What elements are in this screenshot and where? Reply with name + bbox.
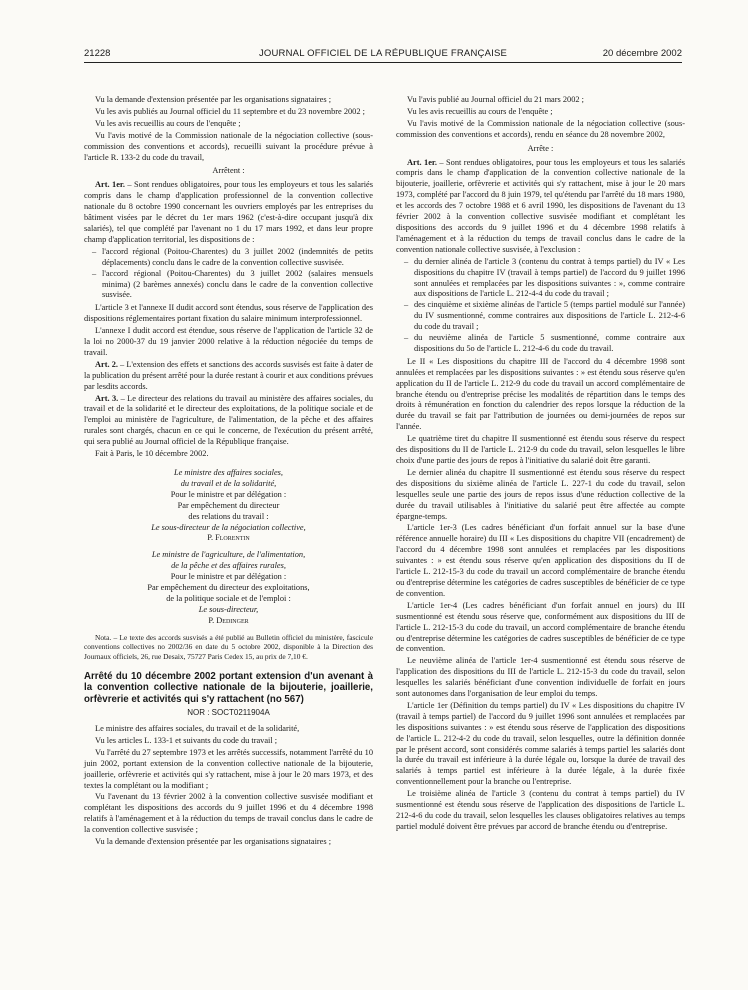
- article-label: Art. 2.: [95, 359, 118, 369]
- exclusion-list: [396, 257, 685, 355]
- list-item: – du neuvième alinéa de l'article 5 susmentionné, comme contraire aux dispositions du 5o de l'article L. 212-4-6 du code du travail.: [414, 333, 685, 355]
- list-item: – l'accord régional (Poitou-Charentes) du 3 juillet 2002 (salaires mensuels minima) (2 barèmes annexés) conclu dans le cadre de la convention collective susvisée.: [102, 269, 373, 302]
- article-3: [84, 394, 373, 449]
- arretent-heading: Arrêtent :: [212, 166, 245, 176]
- article-label: Art. 1er.: [407, 157, 437, 167]
- article-text: – Sont rendues obligatoires, pour tous les employeurs et tous les salariés compris dans le champ d'application professionnel de la convention collective nationale du 8 octobre 1990 concernant les ouvriers employés par les entreprises du bâtiment visées par le décret du 1er mars 1962 (c'est-à-dire occupant jusqu'à dix salariés), tel que complété par l'avenant no 1 du 17 mars 1992, et dans leur propre champ d'application territorial, les dispositions de :: [84, 180, 373, 244]
- paragraph: Le neuvième alinéa de l'article 1er-4 susmentionné est étendu sous réserve de l'application des dispositions du III de l'article L. 212-15-3 du code du travail, selon lesquelles les salariés bénéficiant d'une convention individuelle de forfait en jours sont autonomes dans l'organisation de leur emploi du temps.: [396, 656, 685, 699]
- signatory-title: Le ministre de l'agriculture, de l'alimentation,: [151, 550, 306, 560]
- paragraph: Vu les avis recueillis au cours de l'enquête ;: [407, 106, 553, 116]
- signatory-title: Le ministre des affaires sociales,: [173, 468, 283, 477]
- article-1: [84, 180, 373, 245]
- article-text: – Sont rendues obligatoires, pour tous les employeurs et tous les salariés compris dans le champ d'application de la convention collective nationale de la bijouterie, joaillerie, orfèvrerie et activités qui s'y rattachent, mise à jour le 20 mars 1973, complété par l'accord du 8 juin 1979, tel qu'étendu par l'arrêté du 18 mars 1980, et les accords des 7 octobre 1988 et 6 avril 1990, les dispositions de l'avenant du 13 février 2002 à la convention collective susvisée modifiant et complétant les dispositions des accords du 9 juillet 1996 et du 4 décembre 1998 relatifs à l'aménagement et à la réduction du temps de travail conclus dans le cadre de la convention nationale collective susvisée, à l'exclusion :: [396, 157, 685, 254]
- delegation-line: des relations du travail :: [188, 511, 269, 521]
- paragraph: Le dernier alinéa du chapitre II susmentionné est étendu sous réserve du respect des dispositions du sixième alinéa de l'article L. 227-1 du code du travail, selon lesquelles seule une partie des jours de repos issus d'une réduction collective de la durée du travail utilisables à l'initiative du salarié peut être affectée au compte épargne-temps.: [396, 467, 685, 521]
- paragraph: Vu la demande d'extension présentée par les organisations signataires ;: [95, 837, 332, 847]
- article-1: [396, 158, 685, 256]
- delegation-line: Pour le ministre et par délégation :: [170, 489, 287, 499]
- left-column: [84, 95, 373, 849]
- delegation-line: de la politique sociale et de l'emploi :: [166, 593, 291, 603]
- paragraph: Vu l'avis publié au Journal officiel du 21 mars 2002 ;: [407, 95, 584, 104]
- article-label: Art. 1er.: [95, 180, 125, 190]
- paragraph: L'article 1er-4 (Les cadres bénéficiant d'un forfait annuel en jours) du III susmentionné est étendu sous réserve que, conformément aux dispositions du III de l'article L. 212-15-3 du code du travail, un accord complémentaire de branche étendu ou d'entreprise détermine les catégories de cadres susceptibles de bénéficier de ce type de convention.: [396, 600, 685, 654]
- exclusion-list: [84, 247, 373, 302]
- signatory-title: de la pêche et des affaires rurales,: [171, 561, 286, 571]
- paragraph: Le ministre des affaires sociales, du travail et de la solidarité,: [95, 724, 300, 734]
- paragraph: Vu l'avenant du 13 février 2002 à la convention collective susvisée modifiant et complétant les dispositions des accords du 9 juillet 1996 et du 4 décembre 1998 relatifs à l'aménagement et à la réduction du temps de travail conclus dans le cadre de la convention collective susvisée ;: [84, 792, 373, 835]
- delegation-line: Par empêchement du directeur: [177, 500, 280, 510]
- nor-reference: NOR : SOCT0211904A: [187, 708, 270, 718]
- issue-date: 20 décembre 2002: [602, 48, 682, 59]
- paragraph: L'article 1er-3 (Les cadres bénéficiant d'un forfait annuel sur la base d'une référence annuelle horaire) du III « Les dispositions du chapitre VII (encadrement) de l'accord du 4 décembre 1998 sont annulées et remplacées par les dispositions suivantes : » est étendu sous réserve qu'en application des dispositions du II de l'article L. 212-15-3 du code du travail un accord complémentaire de branche étendu ou d'entreprise détermine les catégories de cadres susceptibles de bénéficier de ce type de convention.: [396, 523, 685, 598]
- paragraph: Vu l'avis motivé de la Commission nationale de la négociation collective (sous-commission des conventions et accords), recueilli suivant la procédure prévue à l'article R. 133-2 du code du travail,: [84, 130, 373, 162]
- right-column: [396, 95, 685, 834]
- paragraph: Vu les avis recueillis au cours de l'enquête ;: [95, 118, 241, 128]
- decree-title: Arrêté du 10 décembre 2002 portant extension d'un avenant à la convention collective nationale de la bijouterie, joaillerie, orfèvrerie et activités qui s'y rattachent (no 567): [84, 670, 373, 705]
- arrete-heading: Arrête :: [527, 143, 554, 153]
- list-item: – du dernier alinéa de l'article 3 (contenu du contrat à temps partiel) du IV « Les dispositions du chapitre IV (travail à temps partiel) de l'accord du 9 juillet 1996 sont annulées et remplacées par les dispositions suivantes : », comme contraire aux dispositions de l'article L. 212-4-4 du code du travail ;: [414, 257, 685, 301]
- paragraph: Vu les avis publiés au Journal officiel du 11 septembre et du 23 novembre 2002 ;: [95, 106, 365, 116]
- nota: Nota. – Le texte des accords susvisés a été publié au Bulletin officiel du ministère, fascicule conventions collectives no 2002/36 en date du 5 octobre 2002, disponible à la Direction des Journaux officiels, 26, rue Desaix, 75727 Paris Cedex 15, au prix de 7,10 €.: [84, 632, 373, 661]
- article-text: – L'extension des effets et sanctions des accords susvisés est faite à dater de la publication du présent arrêté pour la durée restant à courir et aux conditions prévues par lesdits accords.: [84, 359, 373, 391]
- fait-a-paris: Fait à Paris, le 10 décembre 2002.: [95, 449, 209, 459]
- signatory-title: du travail et de la solidarité,: [180, 478, 277, 488]
- signatory-title: Le sous-directeur,: [198, 604, 259, 614]
- page-number: 21228: [84, 48, 111, 59]
- article-2: [84, 360, 373, 393]
- paragraph: L'article 3 et l'annexe II dudit accord sont étendus, sous réserve de l'application des dispositions réglementaires portant fixation du salaire minimum interprofessionnel.: [84, 303, 373, 324]
- article-label: Art. 3.: [95, 393, 119, 403]
- article-text: – Le directeur des relations du travail au ministère des affaires sociales, du travail et de la solidarité et le directeur des exploitations, de la politique sociale et de l'emploi au ministère de l'agriculture, de l'alimentation, de la pêche et des affaires rurales sont chargés, chacun en ce qui le concerne, de l'exécution du présent arrêté, qui sera publié au Journal officiel de la République française.: [84, 393, 373, 447]
- signatory-name: P. Dedinger: [208, 615, 249, 625]
- paragraph: Le quatrième tiret du chapitre II susmentionné est étendu sous réserve du respect des dispositions du II de l'article L. 212-9 du code du travail, selon lesquelles le libre choix d'une partie des jours de repos à l'initiative du salarié doit être garanti.: [396, 434, 685, 465]
- header-rule: [84, 62, 682, 63]
- paragraph: Vu la demande d'extension présentée par les organisations signataires ;: [95, 95, 332, 104]
- journal-title: JOURNAL OFFICIEL DE LA RÉPUBLIQUE FRANÇAISE: [258, 48, 508, 59]
- paragraph: Vu l'avis motivé de la Commission nationale de la négociation collective (sous-commission des conventions et accords), rendu en séance du 28 novembre 2002,: [396, 118, 685, 139]
- paragraph: Le II « Les dispositions du chapitre III de l'accord du 4 décembre 1998 sont annulées et remplacées par les dispositions suivantes : » est étendu sous réserve qu'en application du II de l'article L. 212-9 du code du travail un accord complémentaire de branche étendu ou d'entreprise précise les modalités de répartition dans le temps des droits à rémunération en fonction du calendrier des repos lorsque la réduction de la durée du travail se fait par l'attribution de journées ou demi-journées de repos sur l'année.: [396, 356, 685, 432]
- delegation-line: Pour le ministre et par délégation :: [170, 572, 287, 582]
- page-header: [84, 48, 682, 62]
- paragraph: Le troisième alinéa de l'article 3 (contenu du contrat à temps partiel) du IV susmentionné est étendu sous réserve de l'application des dispositions de l'article L. 212-4-6 du code du travail, selon lesquelles les clauses obligatoires relatives au temps partiel modulé doivent être prévues par accord de branche étendu ou d'entreprise.: [396, 789, 685, 831]
- paragraph: L'article 1er (Définition du temps partiel) du IV « Les dispositions du chapitre IV (travail à temps partiel) de l'accord du 9 juillet 1996 sont annulées et remplacées par les dispositions suivantes : » est étendu sous réserve de l'application des dispositions de l'article L. 212-4-2 du code du travail, selon lesquelles, outre la définition donnée par le présent accord, sont considérés comme salariés à temps partiel les salariés dont la durée du travail est inférieure à la durée légale ou, lorsque la durée de travail des salariés à temps partiel est inférieure à la durée légale, à la durée fixée conventionnellement pour la branche ou l'entreprise.: [396, 700, 685, 787]
- list-item: – l'accord régional (Poitou-Charentes) du 3 juillet 2002 (indemnités de petits déplacements) conclu dans le cadre de la convention collective susvisée.: [102, 247, 373, 269]
- paragraph: Vu les articles L. 133-1 et suivants du code du travail ;: [95, 735, 278, 745]
- signatory-name: P. Florentin: [207, 533, 250, 543]
- list-item: – des cinquième et sixième alinéas de l'article 5 (temps partiel modulé sur l'année) du IV susmentionné, comme contraires aux dispositions de l'article L. 212-4-6 du code du travail ;: [414, 300, 685, 333]
- signatory-title: Le sous-directeur de la négociation collective,: [151, 522, 306, 532]
- paragraph: L'annexe I dudit accord est étendue, sous réserve de l'application de l'article 32 de la loi no 2000-37 du 19 janvier 2000 relative à la réduction négociée du temps de travail.: [84, 326, 373, 357]
- delegation-line: Par empêchement du directeur des exploitations,: [147, 583, 310, 593]
- paragraph: Vu l'arrêté du 27 septembre 1973 et les arrêtés successifs, notamment l'arrêté du 10 juin 2002, portant extension de la convention collective nationale de la bijouterie, joaillerie, orfèvrerie et activités qui s'y rattachent, mise à jour le 20 mars 1973, et des textes la complétant ou la modifiant ;: [84, 747, 373, 790]
